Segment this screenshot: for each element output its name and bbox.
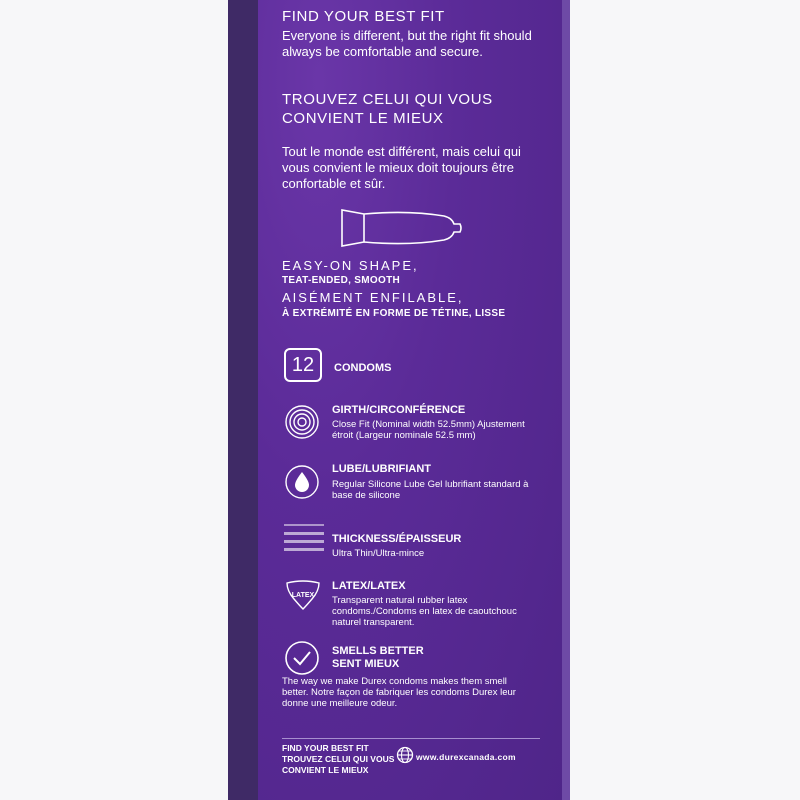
shape-sub-en: TEAT-ENDED, SMOOTH xyxy=(282,275,400,286)
lube-drop-icon xyxy=(284,464,320,500)
footer-line-1: FIND YOUR BEST FIT xyxy=(282,743,369,753)
footer-divider xyxy=(282,738,540,739)
thickness-title: THICKNESS/ÉPAISSEUR xyxy=(332,533,462,545)
count-label: CONDOMS xyxy=(334,362,392,374)
shape-sub-fr: À EXTRÉMITÉ EN FORME DE TÉTINE, LISSE xyxy=(282,308,506,319)
check-circle-icon xyxy=(284,640,320,676)
shape-title-fr: AISÉMENT ENFILABLE, xyxy=(282,290,464,305)
box-left-side xyxy=(228,0,258,800)
smell-text: The way we make Durex condoms makes them smell better. Notre façon de fabriquer les condoms Durex leur donne une meilleure odeur. xyxy=(282,676,516,709)
box-back-panel xyxy=(258,0,562,800)
latex-text: Transparent natural rubber latex condoms./Condoms en latex de caoutchouc naturel transparent. xyxy=(332,595,517,628)
condom-shape-icon xyxy=(338,206,468,250)
smell-title-en: SMELLS BETTER xyxy=(332,645,424,657)
globe-icon xyxy=(396,746,414,764)
lube-text: Regular Silicone Lube Gel lubrifiant standard à base de silicone xyxy=(332,479,529,501)
thickness-text: Ultra Thin/Ultra-mince xyxy=(332,548,425,559)
footer-text xyxy=(282,743,394,776)
fit-body-en: Everyone is different, but the right fit should always be comfortable and secure. xyxy=(282,28,532,59)
latex-icon-label: LATEX xyxy=(291,592,315,599)
thickness-layers-icon xyxy=(284,524,324,552)
smell-title-fr: SENT MIEUX xyxy=(332,658,400,670)
latex-title: LATEX/LATEX xyxy=(332,580,406,592)
shape-title-en: EASY-ON SHAPE, xyxy=(282,258,419,273)
footer-line-3: CONVIENT LE MIEUX xyxy=(282,765,369,775)
fit-heading-fr: TROUVEZ CELUI QUI VOUS CONVIENT LE MIEUX xyxy=(282,91,493,127)
box-right-side xyxy=(562,0,570,800)
girth-rings-icon xyxy=(284,404,320,440)
footer-line-2: TROUVEZ CELUI QUI VOUS xyxy=(282,754,395,764)
count-badge: 12 xyxy=(284,348,322,382)
lube-title: LUBE/LUBRIFIANT xyxy=(332,463,431,475)
website-url: www.durexcanada.com xyxy=(416,752,516,762)
latex-shield-icon xyxy=(284,579,322,611)
fit-body-fr: Tout le monde est différent, mais celui qui vous convient le mieux doit toujours être confortable et sûr. xyxy=(282,144,521,191)
fit-heading-en: FIND YOUR BEST FIT xyxy=(282,8,445,25)
girth-text: Close Fit (Nominal width 52.5mm) Ajustement étroit (Largeur nominale 52.5 mm) xyxy=(332,419,525,441)
girth-title: GIRTH/CIRCONFÉRENCE xyxy=(332,404,466,416)
